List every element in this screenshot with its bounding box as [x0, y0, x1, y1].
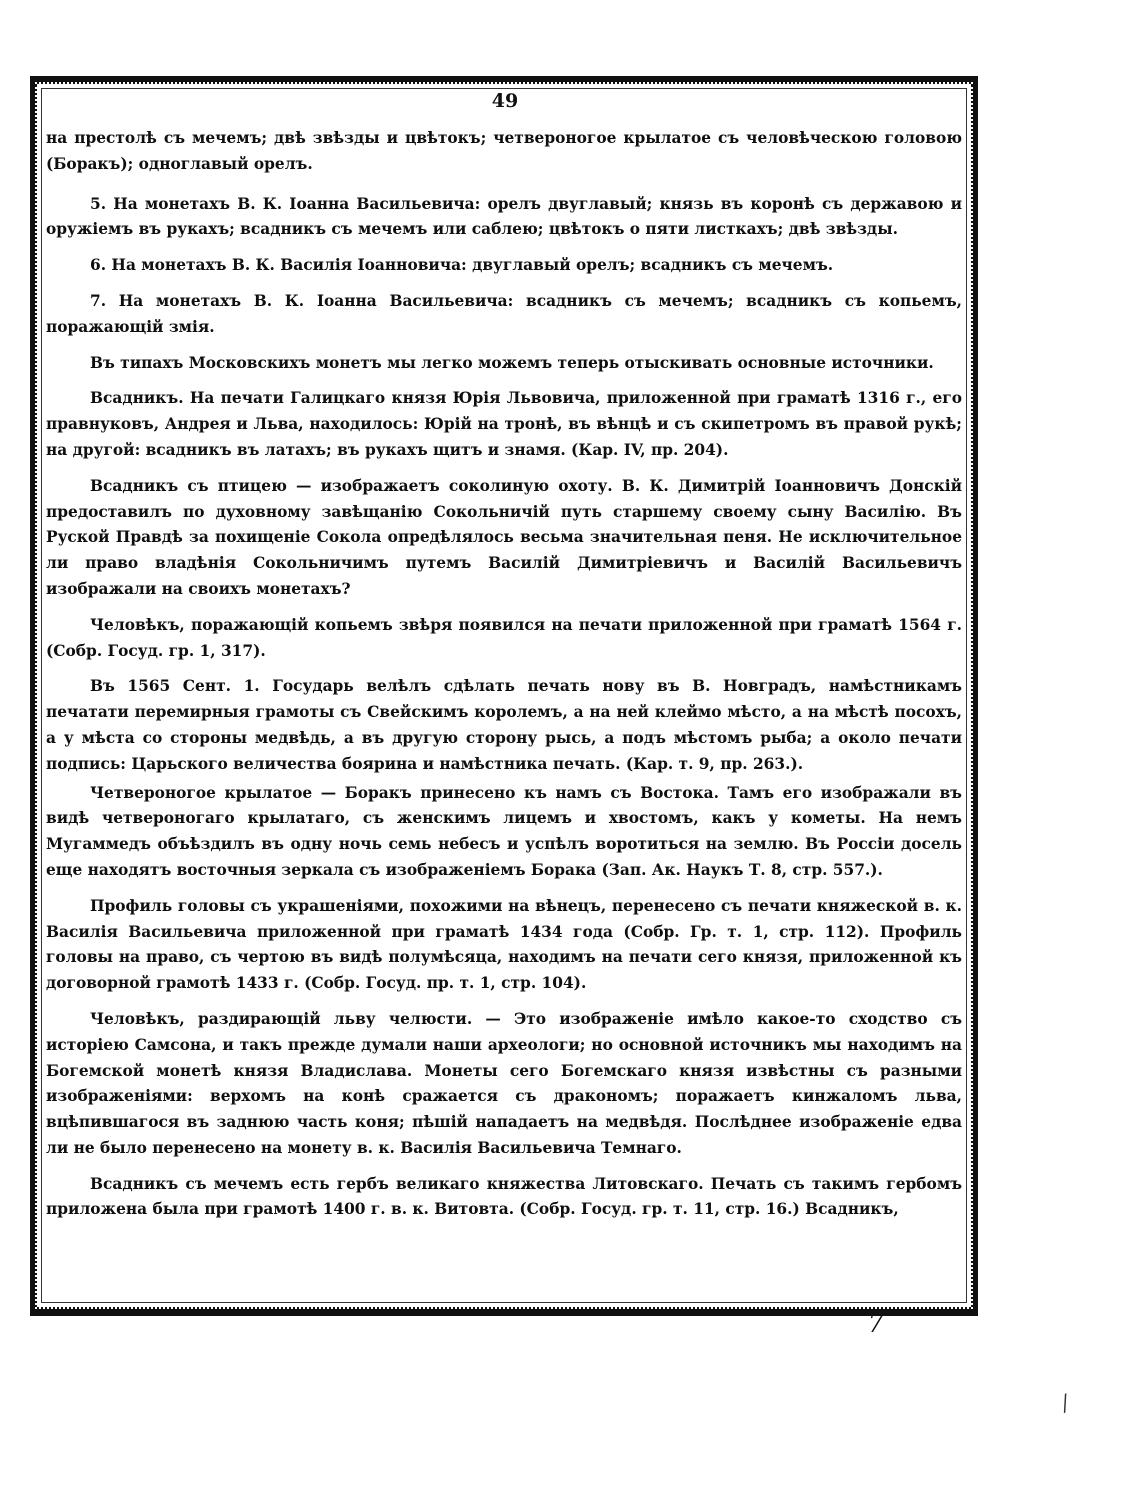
paragraph-head-profile: Профиль головы съ украшеніями, похожими на вѣнецъ, перенесено съ печати княжеской в. к. Василія Васильевича приложенной при граматѣ 1434 года (Собр. Гр. т. 1, стр. 112). Профиль головы на право, съ чертою въ видѣ полумѣсяца, находимъ на печати сего князя, приложенной къ договорной грамотѣ 1433 г. (Собр. Госуд. пр. т. 1, стр. 104). — [46, 896, 962, 993]
paragraph-coins-vasily: 6. На монетахъ В. К. Василія Іоанновича: двуглавый орелъ; всадникъ съ мечемъ. — [90, 256, 834, 275]
paragraph-winged-quadruped: Четвероногое крылатое — Боракъ принесено къ намъ съ Востока. Тамъ его изображали въ видѣ четвероногаго крылатаго, съ женскимъ лицемъ и хвостомъ, какъ у кометы. На немъ Мугаммедъ объѣздилъ въ одну ночь семь небесъ и успѣлъ воротиться на землю. Въ Россіи досель еще находятъ восточныя зеркала съ изображеніемъ Борака (Зап. Ак. Наукъ Т. 8, стр. 557.). — [46, 783, 962, 879]
page-body — [46, 126, 962, 1233]
paragraph-coins-ioann-1: 5. На монетахъ В. К. Іоанна Васильевича: орелъ двуглавый; князь въ коронѣ съ державою и оружіемъ въ рукахъ; всадникъ съ мечемъ или саблею; цвѣтокъ о пяти листкахъ; двѣ звѣзды. — [46, 194, 962, 239]
paragraph-lion-jaws: Человѣкъ, раздирающій льву челюсти. — Это изображеніе имѣло какое-то сходство съ исторіею Самсона, и такъ прежде думали наши археологи; но основной источникъ мы находимъ на Богемской монетѣ князя Владислава. Монеты сего Богемскаго князя извѣстны съ разными изображеніями: верхомъ на конѣ сражается съ дракономъ; поражаетъ кинжаломъ льва, вцѣпившагося въ заднюю часть коня; пѣшій нападаетъ на медвѣдя. Послѣднее изображеніе едва ли не было перенесено на монету в. к. Василія Васильевича Темнаго. — [46, 1009, 962, 1157]
paragraph-sources-intro: Въ типахъ Московскихъ монетъ мы легко можемъ теперь отыскивать основные источники. — [90, 353, 934, 372]
paragraph-horseman-sword: Всадникъ съ мечемъ есть гербъ великаго княжества Литовскаго. Печать съ такимъ гербомъ приложена была при грамотѣ 1400 г. в. к. Витовта. (Собр. Госуд. гр. т. 11, стр. 16.) Всадникъ, — [46, 1174, 962, 1219]
pen-mark: ⁄ — [1058, 1392, 1074, 1417]
signature-mark: 7 — [868, 1310, 884, 1338]
paragraph-horseman-bird: Всадникъ съ птицею — изображаетъ соколиную охоту. В. К. Димитрій Іоанновичъ Донскій предоставилъ по духовному завѣщанію Сокольничій путь старшему своему сыну Василію. Въ Руской Правдѣ за похищеніе Сокола опредѣлялось весьма значительная пеня. Не исключительное ли право владѣнія Сокольничимъ путемъ Василій Димитріевичъ и Василій Васильевичъ изображали на своихъ монетахъ? — [46, 476, 962, 598]
page-number: 49 — [491, 90, 519, 112]
paragraph-coins-ioann-2: 7. На монетахъ В. К. Іоанна Васильевича: всадникъ съ мечемъ; всадникъ съ копьемъ, поражающій змія. — [46, 291, 962, 336]
paragraph-horseman: Всадникъ. На печати Галицкаго князя Юрія Львовича, приложенной при граматѣ 1316 г., его правнуковъ, Андрея и Льва, находилось: Юрій на тронѣ, въ вѣнцѣ и съ скипетромъ въ правой рукѣ; на другой: всадникъ въ латахъ; въ рукахъ щитъ и знамя. (Кар. IV, пр. 204). — [46, 389, 962, 459]
paragraph-man-spear: Человѣкъ, поражающій копьемъ звѣря появился на печати приложенной при граматѣ 1564 г. (Собр. Госуд. гр. 1, 317). — [46, 615, 962, 660]
paragraph-continuation: на престолѣ съ мечемъ; двѣ звѣзды и цвѣтокъ; четвероногое крылатое съ человѣческою головою (Боракъ); одноглавый орелъ. — [46, 129, 962, 173]
paragraph-seal-1565: Въ 1565 Сент. 1. Государь велѣлъ сдѣлать печать нову въ В. Новградъ, намѣстникамъ печатати перемирныя грамоты съ Свейскимъ королемъ, а на ней клеймо мѣсто, а на мѣстѣ посохъ, а у мѣста со стороны медвѣдь, а въ другую сторону рысь, а подъ мѣстомъ рыба; а около печати подпись: Царьского величества боярина и намѣстника печать. (Кар. т. 9, пр. 263.). — [46, 677, 962, 773]
